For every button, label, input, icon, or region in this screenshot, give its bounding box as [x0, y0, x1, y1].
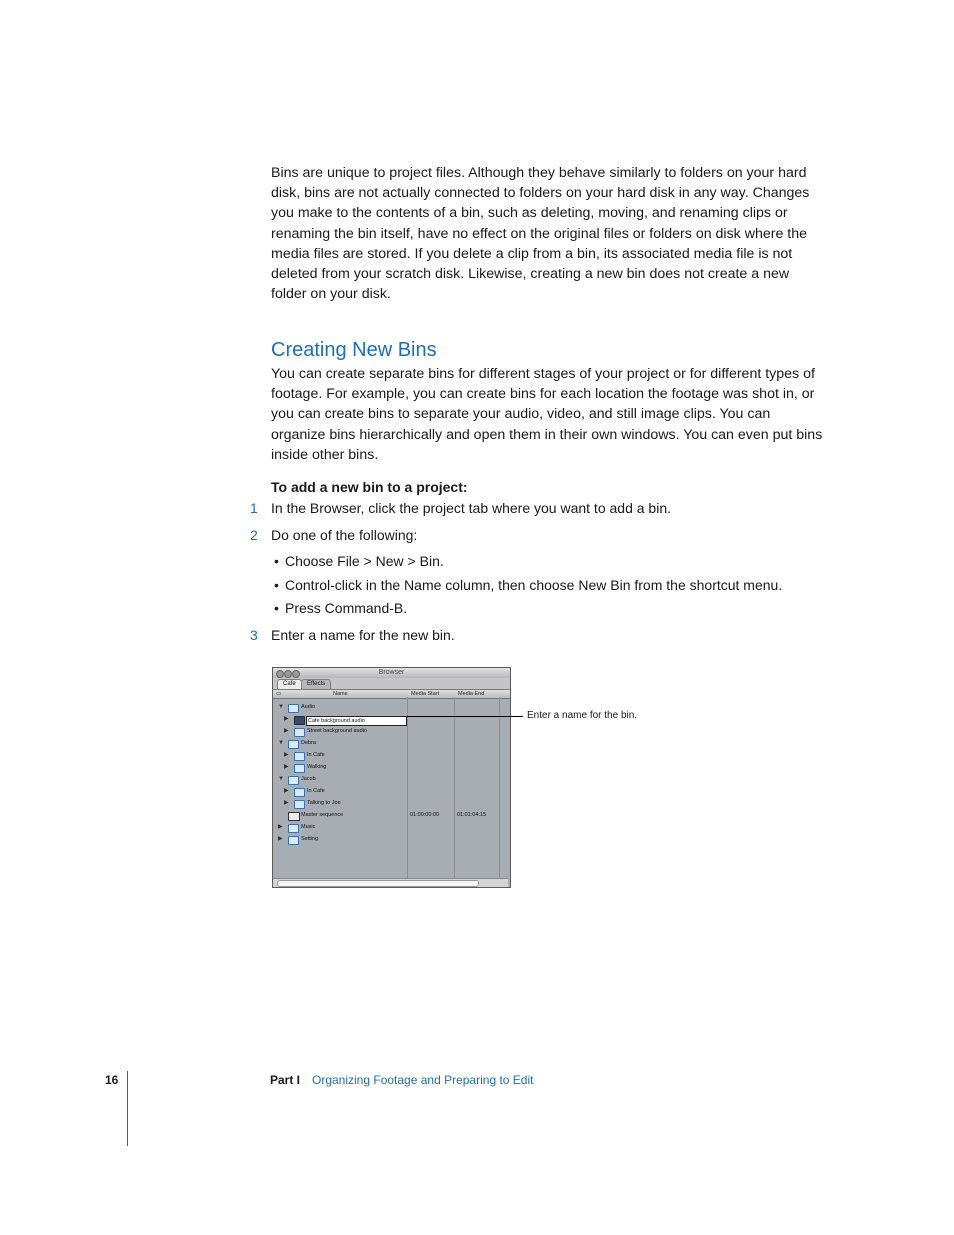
folder-icon — [294, 752, 305, 761]
list-item[interactable] — [273, 821, 508, 833]
window-title: Browser — [378, 669, 405, 676]
disclosure-triangle-icon[interactable]: ▶ — [284, 752, 289, 758]
list-item[interactable] — [273, 773, 508, 785]
folder-icon — [294, 716, 305, 725]
step-2 — [250, 526, 417, 544]
step-text: In the Browser, click the project tab where you want to add a bin. — [271, 500, 671, 516]
disclosure-triangle-icon[interactable]: ▼ — [278, 740, 284, 746]
scroll-thumb[interactable] — [277, 880, 479, 887]
bullet-item — [274, 552, 444, 570]
disclosure-triangle-icon[interactable]: ▶ — [278, 824, 283, 830]
bin-name-input[interactable]: Cafe background audio — [306, 716, 407, 726]
row-label: Jacob — [301, 776, 316, 782]
folder-icon — [288, 740, 299, 749]
list-item[interactable] — [273, 737, 508, 749]
bullet-item — [274, 599, 407, 617]
bullet-text: Control-click in the Name column, then choose New Bin from the shortcut menu. — [285, 577, 783, 593]
bullet-dot: • — [274, 600, 279, 616]
section-heading: Creating New Bins — [271, 339, 437, 361]
folder-icon — [288, 824, 299, 833]
row-label: In Cafe — [307, 752, 325, 758]
list-item[interactable] — [273, 785, 508, 797]
row-label: Audio — [301, 704, 316, 710]
list-item[interactable] — [273, 833, 508, 845]
folder-icon — [294, 728, 305, 737]
tab-row — [273, 678, 510, 690]
step-text: Do one of the following: — [271, 527, 418, 543]
step-number: 2 — [250, 527, 258, 543]
row-label: Street background audio — [307, 728, 367, 734]
horizontal-scrollbar[interactable] — [273, 878, 508, 887]
disclosure-triangle-icon[interactable]: ▼ — [278, 704, 284, 710]
list-item[interactable] — [273, 725, 508, 737]
folder-icon — [294, 788, 305, 797]
tab-effects[interactable]: Effects — [301, 679, 331, 689]
row-label: Master sequence — [301, 812, 344, 818]
folder-icon — [288, 704, 299, 713]
step-1 — [250, 499, 671, 517]
sequence-icon — [288, 812, 300, 821]
row-label: In Cafe — [307, 788, 325, 794]
callout-label: Enter a name for the bin. — [527, 710, 638, 721]
row-label: Music — [301, 824, 316, 830]
disclosure-triangle-icon[interactable]: ▶ — [284, 764, 289, 770]
browser-window-screenshot — [272, 667, 511, 888]
folder-icon — [288, 836, 299, 845]
step-3 — [250, 626, 455, 644]
list-item[interactable] — [273, 797, 508, 809]
bullet-text: Choose File > New > Bin. — [285, 553, 444, 569]
disclosure-triangle-icon[interactable]: ▼ — [278, 776, 284, 782]
column-media-start[interactable]: Media Start — [411, 691, 440, 697]
step-text: Enter a name for the new bin. — [271, 627, 455, 643]
column-name[interactable]: Name — [333, 691, 348, 697]
list-item[interactable] — [273, 713, 508, 725]
footer-rule — [127, 1071, 128, 1146]
list-item[interactable] — [273, 701, 508, 713]
column-header — [273, 690, 510, 699]
media-start-value: 01:00:00:00 — [410, 812, 440, 818]
part-label: Part I — [270, 1073, 301, 1087]
row-label: Walking — [307, 764, 327, 770]
disclosure-triangle-icon[interactable]: ▶ — [284, 788, 289, 794]
part-title: Organizing Footage and Preparing to Edit — [312, 1073, 534, 1087]
bullet-text: Press Command-B. — [285, 600, 408, 616]
list-item[interactable] — [273, 809, 508, 821]
folder-icon — [294, 764, 305, 773]
section-paragraph: You can create separate bins for different stages of your project or for different types of footage. For example, you can create bins for each location the footage was shot in, or you can create bins to separate your audio, video, and still image clips. You can organize bins hierarchically and open them in their own windows. You can even put bins inside other bins. — [271, 366, 823, 463]
title-bar — [273, 668, 510, 678]
page-number: 16 — [105, 1073, 119, 1087]
column-media-end[interactable]: Media End — [458, 691, 485, 697]
bullet-item — [274, 576, 782, 594]
list-item[interactable] — [273, 761, 508, 773]
disclosure-triangle-icon[interactable]: ▶ — [284, 728, 289, 734]
list-item[interactable] — [273, 749, 508, 761]
disclosure-triangle-icon[interactable]: ▶ — [284, 716, 289, 722]
bullet-dot: • — [274, 577, 279, 593]
row-label: Talking to Joe — [307, 800, 341, 806]
folder-icon — [294, 800, 305, 809]
step-number: 1 — [250, 500, 258, 516]
media-end-value: 01:01:04:15 — [457, 812, 487, 818]
disclosure-triangle-icon[interactable]: ▶ — [278, 836, 283, 842]
disclosure-triangle-icon[interactable]: ▶ — [284, 800, 289, 806]
intro-paragraph: Bins are unique to project files. Although they behave similarly to folders on your hard disk, bins are not actually connected to folders on your hard disk in any way. Changes you make to the contents of a bin, such as deleting, moving, and renaming clips or renaming the bin itself, have no effect on the original files or folders on disk where the media files are stored. If you delete a clip from a bin, its associated media file is not deleted from your scratch disk. Likewise, creating a new bin does not create a new folder on your disk. — [271, 165, 810, 303]
callout-line — [404, 716, 523, 717]
task-title: To add a new bin to a project: — [271, 479, 468, 495]
bullet-dot: • — [274, 553, 279, 569]
step-number: 3 — [250, 627, 258, 643]
tab-cafe[interactable]: Cafe — [277, 679, 302, 689]
folder-icon: ▭ — [276, 691, 282, 697]
row-label: Debra — [301, 740, 316, 746]
row-label: Setting — [301, 836, 319, 842]
folder-icon — [288, 776, 299, 785]
